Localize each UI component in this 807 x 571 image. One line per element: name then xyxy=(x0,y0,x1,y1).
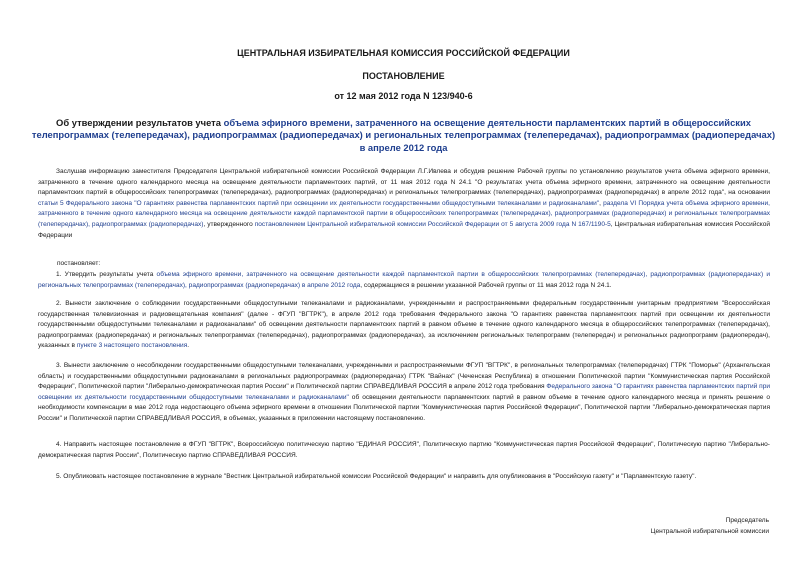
item-4: 4. Направить настоящее постановление в ФГУП "ВГТРК", Всероссийскую политическую партию "ЕДИНАЯ РОССИЯ", Политическую партию "Коммунистическая партия Российской Федерации", Политическую партию "Либерально-демократическая партия России", Политическую партию СПРАВЕДЛИВАЯ РОССИЯ. xyxy=(38,441,770,459)
item-2-link[interactable]: пункте 3 настоящего постановления xyxy=(76,342,188,350)
org-heading: ЦЕНТРАЛЬНАЯ ИЗБИРАТЕЛЬНАЯ КОМИССИЯ РОССИЙСКОЙ ФЕДЕРАЦИИ xyxy=(237,48,570,58)
item-5: 5. Опубликовать настоящее постановление в журнале "Вестник Центральной избирательной комиссии Российской Федерации" и направить для опубликования в "Российскую газету" и "Парламентскую газету". xyxy=(56,473,697,480)
intro-text-1: Заслушав информацию заместителя Председателя Центральной избирательной комиссии Российской Федерации Л.Г.Ивлева и обсудив решение Рабочей группы по установлению результатов учета объема эфирного времени, затраченного в течение одного календарного месяца на освещение деятельности парламентских партий, от 11 мая 2012 года N 24.1 "О результатах учета объема эфирного времени, затраченного на освещение деятельности парламентских партий в общероссийских телепрограммах (телепередачах), радиопрограммах (радиопередачах) и региональных телепрограммах (телепередачах), радиопрограммах (радиопередачах) в апреле 2012 года", на основании xyxy=(38,168,770,197)
item-2 xyxy=(38,299,770,352)
item-1 xyxy=(38,270,770,291)
intro-link-article-5[interactable]: статьи 5 Федерального закона "О гарантиях равенства парламентских партий при освещении их деятельности государственными общедоступными телеканалами и радиоканалами" xyxy=(38,199,600,207)
title-pre: Об утверждении результатов учета xyxy=(56,117,224,128)
title-link[interactable]: объема эфирного времени, затраченного на освещение деятельности парламентских партий в общероссийских телепрограммах (телепередачах), радиопрограммах (радиопередачах) и региональных телепрограммах (телепередачах), радиопрограммах (радиопередачах) в апреле 2012 года xyxy=(31,117,776,153)
signature-block xyxy=(651,515,769,537)
item-3-text-2: об освещении деятельности парламентских партий в равном объеме в течение одного календарного месяца и принять решение о необходимости компенсации в мае 2012 года недостающего объема эфирного времени в отношении Политической партии "Коммунистическая партия Российской Федерации", Политической партии "Либерально-демократическая партия России" и Политической партии СПРАВЕДЛИВАЯ РОССИЯ, в объемах, указанных в приложении настоящему постановлению. xyxy=(38,393,771,422)
doc-type-heading: ПОСТАНОВЛЕНИЕ xyxy=(362,71,445,81)
intro-text-4: , Центральная избирательная комиссия Российской Федерации xyxy=(38,220,770,239)
intro-paragraph xyxy=(38,167,770,241)
signature-line-1: Председатель xyxy=(725,517,769,524)
item-3-link[interactable]: Федерального закона "О гарантиях равенства парламентских партий при освещении их деятельности государственными общедоступными телеканалами и радиоканалами" xyxy=(38,383,770,401)
document-title xyxy=(30,117,777,154)
item-3 xyxy=(38,361,770,425)
intro-text-3: , утвержденного xyxy=(203,220,255,228)
resolves-text: постановляет: xyxy=(57,260,101,267)
date-number-heading: от 12 мая 2012 года N 123/940-6 xyxy=(334,91,473,101)
intro-link-section-6[interactable]: раздела VI Порядка учета объема эфирного времени, затраченного в течение одного календарного месяца на освещение деятельности каждой парламентской партии в общероссийских телепрограммах (телепередачах), радиопрограммах (радиопередачах) и региональных телепрограммах (телепередачах), радиопрограммах (радиопередачах) xyxy=(38,199,770,228)
item-1-text-2: , содержащиеся в решении указанной Рабочей группы от 11 мая 2012 года N 24.1. xyxy=(360,281,612,289)
item-2-text-1: 2. Вынести заключение о соблюдении государственными общедоступными телеканалами и радиоканалами, учрежденными и распространяемыми федеральным государственным унитарным предприятием "Всероссийская государственная телевизионная и радиовещательная компания" (далее - ФГУП "ВГТРК"), в апреле 2012 года требования Федерального закона "О гарантиях равенства парламентских партий при освещении их деятельности государственными общедоступными телеканалами и радиоканалами" об освещении деятельности парламентских партий в равном объеме в течение одного календарного месяца в общероссийских телепрограммах (телепередачах), радиопрограммах (радиопередачах) и региональных телепрограммах (телепередачах), радиопрограммах (радиопередачах), за исключением региональных телепрограмм (телепередач) и региональных радиопрограмм (радиопередач), указанных в xyxy=(38,300,770,350)
item-2-text-2: . xyxy=(187,342,190,350)
item-1-link[interactable]: объема эфирного времени, затраченного на освещение деятельности каждой парламентской партии в общероссийских телепрограммах (телепередачах), радиопрограммах (радиопередачах) и региональных телепрограммах (телепередачах), радиопрограммах (радиопередачах) в апреле 2012 года xyxy=(38,271,770,289)
intro-text-2: , xyxy=(599,199,604,207)
intro-link-resolution[interactable]: постановлением Центральной избирательной комиссии Российской Федерации от 5 августа 2009 года N 167/1190-5 xyxy=(254,220,611,228)
signature-line-2: Центральной избирательной комиссии xyxy=(650,528,769,535)
item-3-text-1: 3. Вынести заключение о несоблюдении государственными общедоступными телеканалами, учрежденными и распространяемыми ФГУП "ВГТРК", в региональных телепрограммах (телепередачах) ГТРК "Поморье" (Архангельская область) и государственными общедоступными радиоканалами в региональных радиопрограммах (радиопередачах) ГТРК "Вайнах" (Чеченская Республика) в отношении Политической партии "Коммунистическая партия Российской Федерации", Политической партии "Либерально-демократическая партия России" и Политической партии СПРАВЕДЛИВАЯ РОССИЯ в апреле 2012 года требования xyxy=(38,362,770,391)
item-1-text-1: 1. Утвердить результаты учета xyxy=(56,271,157,278)
